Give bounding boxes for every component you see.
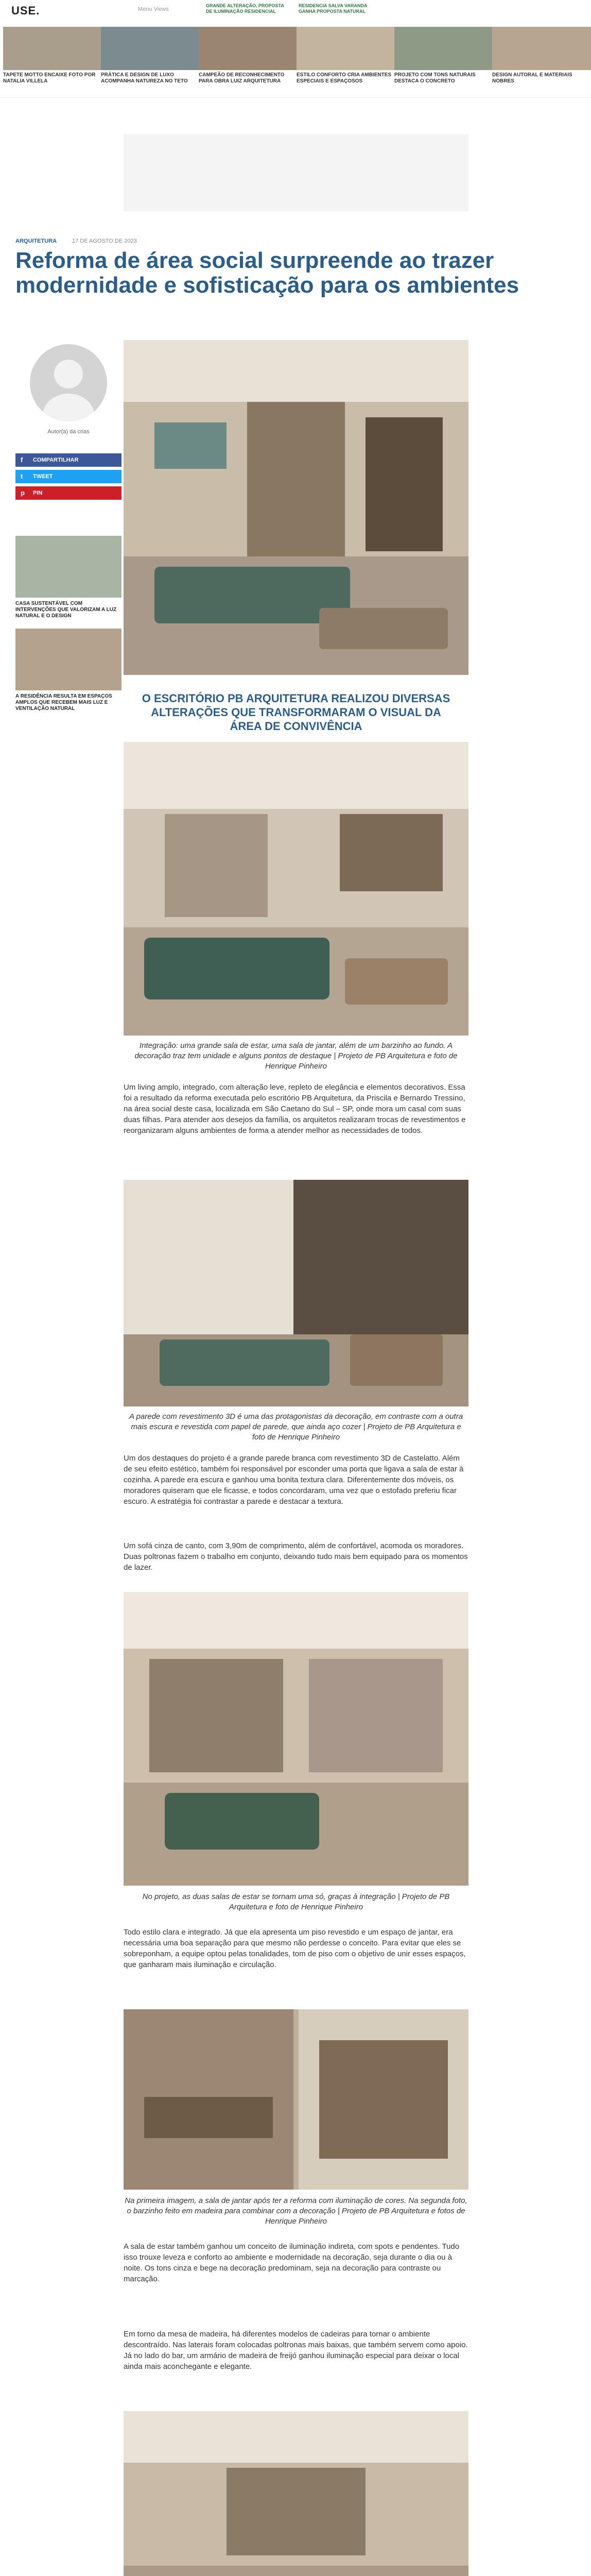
twitter-icon: t xyxy=(21,472,23,480)
article-photo-3d-wall xyxy=(124,1180,468,1406)
article-category[interactable]: ARQUITETURA xyxy=(15,238,57,244)
top-news-side-1[interactable]: GRANDE ALTERAÇÃO, PROPOSTA DE ILUMINAÇÃO RESIDENCIAL xyxy=(206,3,284,14)
pinterest-icon: p xyxy=(21,489,25,497)
facebook-share-button[interactable] xyxy=(15,453,121,467)
news-item[interactable] xyxy=(297,27,395,95)
photo-caption: Integração: uma grande sala de estar, uma sala de jantar, além de um barzinho ao fundo. A decoração traz tem unidade e alguns pontos de destaque | Projeto de PB Arquitetura e foto de Henrique Pinheiro xyxy=(134,1041,458,1071)
share-label: PIN xyxy=(33,490,43,496)
related-article[interactable] xyxy=(15,629,121,712)
news-title: PRÁTICA E DESIGN DE LUXO ACOMPANHA NATUREZA NO TETO xyxy=(101,72,188,84)
article-paragraph: A sala de estar também ganhou um conceito de iluminação indireta, com spots e pendentes. Tudo isso trouxe leveza e conforto ao ambiente e modernidade na decoração, seja durante o dia ou à noite. Os tons cinza e bege na decoração predominam, seja na decoração para contraste ou marcação. xyxy=(124,2242,460,2283)
article-photo-dining xyxy=(124,2009,468,2190)
article-lead: O ESCRITÓRIO PB ARQUITETURA REALIZOU DIVERSAS ALTERAÇÕES QUE TRANSFORMARAM O VISUAL DA ÁREA DE CONVIVÊNCIA xyxy=(142,692,450,733)
share-label: COMPARTILHAR xyxy=(33,457,79,463)
share-label: TWEET xyxy=(33,473,53,480)
news-item[interactable] xyxy=(101,27,200,95)
article-paragraph: Um living amplo, integrado, com alteração leve, repleto de elegância e elementos decorativos. Essa foi a resultado da reforma executada pelo escritório PB Arquitetura, da Priscila e Bernardo Tressino, na área social deste casa, localizada em São Caetano do Sul – SP, onde mora um casal com suas duas filhas. Para atender aos desejos da família, os arquitetos realizaram trocas de revestimentos e reorganizaram alguns ambientes de forma a atender melhor as necessidades de todos. xyxy=(124,1083,466,1135)
related-article[interactable] xyxy=(15,536,121,619)
news-item[interactable] xyxy=(199,27,298,95)
menu-label[interactable]: Menu Views xyxy=(138,6,169,12)
photo-caption: No projeto, as duas salas de estar se tornam uma só, graças à integração | Projeto de PB Arquitetura e foto de Henrique Pinheiro xyxy=(142,1892,450,1911)
facebook-icon: f xyxy=(21,456,23,464)
photo-caption: Na primeira imagem, a sala de jantar após ter a reforma com iluminação de cores. Na segunda foto, o barzinho feito em madeira para combinar com a decoração | Projeto de PB Arquitetura e fotos de Henrique Pinheiro xyxy=(125,2196,467,2226)
news-thumbnail xyxy=(394,27,493,70)
article-photo-furniture xyxy=(124,2411,468,2576)
twitter-share-button[interactable] xyxy=(15,470,121,483)
article-date: 17 DE AGOSTO DE 2023 xyxy=(72,238,137,244)
news-title: CAMPEÃO DE RECONHECIMENTO PARA OBRA LUIZ ARQUITETURA xyxy=(199,72,285,84)
news-item[interactable] xyxy=(3,27,102,95)
related-title: A RESIDÊNCIA RESULTA EM ESPAÇOS AMPLOS QUE RECEBEM MAIS LUZ E VENTILAÇÃO NATURAL xyxy=(15,693,112,711)
article-paragraph: Todo estilo clara e integrado. Já que ela apresenta um piso revestido e um espaço de jantar, era necessária uma boa separação para que mesmo não perdesse o conceito. Para evitar que eles se sobreponham, a equipe optou pelas tonalidades, tom de piso com o objetivo de unir esses espaços, que ganharam mais iluminação e circulação. xyxy=(124,1928,466,1969)
related-thumbnail xyxy=(15,629,121,690)
site-header xyxy=(0,0,591,98)
top-news-side-2[interactable]: RESIDENCIA SALVA VARANDA GANHA PROPOSTA NATURAL xyxy=(299,3,368,14)
article-photo-sofa xyxy=(124,742,468,1036)
article-photo-integrated-rooms xyxy=(124,1592,468,1886)
news-title: TAPETE MOTTO ENCAIXE FOTO POR NATALIA VILLELA xyxy=(3,72,96,84)
article-paragraph: Em torno da mesa de madeira, há diferentes modelos de cadeiras para tornar o ambiente descontraído. Nas laterais foram colocadas poltronas mais baixas, que também servem como apoio. Já no lado do bar, um armário de madeira de freijó ganhou iluminação especial para deixar o local ainda mais aconchegante e elegante. xyxy=(124,2330,468,2371)
news-title: ESTILO CONFORTO CRIA AMBIENTES ESPECIAIS E ESPAÇOSOS xyxy=(297,72,392,84)
related-title: CASA SUSTENTÁVEL COM INTERVENÇÕES QUE VALORIZAM A LUZ NATURAL E O DESIGN xyxy=(15,601,117,619)
author-avatar xyxy=(30,344,107,421)
news-item[interactable] xyxy=(492,27,591,95)
article-paragraph: Um sofá cinza de canto, com 3,90m de comprimento, além de confortável, acomoda os moradores. Duas poltronas fazem o trabalho em conjunto, deixando tudo mais bem equipado para os momentos de lazer. xyxy=(124,1541,468,1572)
pinterest-share-button[interactable] xyxy=(15,486,121,500)
site-logo[interactable]: USE. xyxy=(11,4,40,17)
author-label: Autor(a) da crias xyxy=(47,429,90,435)
news-thumbnail xyxy=(297,27,395,70)
photo-caption: A parede com revestimento 3D é uma das protagonistas da decoração, em contraste com a outra mais escura e revestida com papel de parede, que ainda aço cozer | Projeto de PB Arquitetura e foto de Henrique Pinheiro xyxy=(129,1412,463,1442)
news-thumbnail xyxy=(3,27,102,70)
news-item[interactable] xyxy=(394,27,493,95)
news-thumbnail xyxy=(101,27,200,70)
advertisement-slot[interactable] xyxy=(124,134,468,211)
article-headline: Reforma de área social surpreende ao trazer modernidade e sofisticação para os ambientes xyxy=(15,248,519,298)
news-title: DESIGN AUTORAL E MATERIAIS NOBRES xyxy=(492,72,572,84)
article-paragraph: Um dos destaques do projeto é a grande parede branca com revestimento 3D de Castelatto. Além de seu efeito estético, também foi responsável por esconder uma porta que ligava a sala de estar à cozinha. A parede era escura e ganhou uma bonita textura clara. Diferentemente dos móveis, os moradores quiseram que ele ficasse, e todos concordaram, uma vez que o estofado preferiu ficar escuro. A estratégia foi contrastar a parede e destacar a textura. xyxy=(124,1454,464,1506)
related-thumbnail xyxy=(15,536,121,598)
article-photo-living xyxy=(124,340,468,675)
news-title: PROJETO COM TONS NATURAIS DESTACA O CONCRETO xyxy=(394,72,476,84)
news-strip xyxy=(0,27,591,95)
news-thumbnail xyxy=(199,27,298,70)
news-thumbnail xyxy=(492,27,591,70)
